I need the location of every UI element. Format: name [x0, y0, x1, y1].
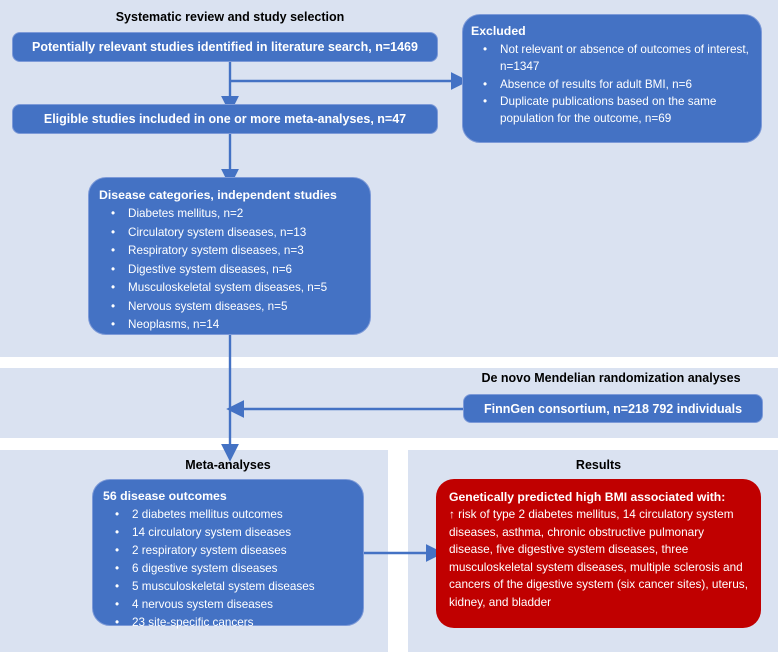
box-disease-outcomes: [92, 479, 364, 629]
list-item: • 23 site-specific cancers: [103, 614, 353, 632]
box-identified-studies-label: Potentially relevant studies identified in literature search, n=1469: [32, 40, 418, 54]
list-item: • 2 respiratory system diseases: [103, 542, 353, 560]
disease-categories-list: [99, 205, 360, 335]
box-disease-categories: [88, 177, 371, 335]
list-item: • 14 circulatory system diseases: [103, 524, 353, 542]
box-finngen-label: FinnGen consortium, n=218 792 individuals: [483, 401, 743, 416]
list-item: • Diabetes mellitus, n=2: [99, 205, 360, 224]
list-item: • Not relevant or absence of outcomes of interest, n=1347: [471, 41, 753, 76]
list-item: • Nervous system diseases, n=5: [99, 298, 360, 317]
list-item: • Duplicate publications based on the same population for the outcome, n=69: [471, 93, 753, 128]
box-eligible-studies-label: Eligible studies included in one or more meta-analyses, n=47: [43, 112, 407, 126]
list-item: • Neoplasms, n=14: [99, 316, 360, 335]
box-excluded: [462, 14, 762, 143]
box-excluded-title: Excluded: [471, 24, 526, 38]
box-finngen: [463, 394, 763, 423]
list-item: • 6 digestive system diseases: [103, 560, 353, 578]
list-item: • 5 musculoskeletal system diseases: [103, 578, 353, 596]
box-disease-outcomes-title: 56 disease outcomes: [103, 489, 227, 503]
box-results-title: Genetically predicted high BMI associated with:: [449, 490, 726, 504]
list-item: • 4 nervous system diseases: [103, 596, 353, 614]
list-item: • Respiratory system diseases, n=3: [99, 242, 360, 261]
box-results-body: ↑ risk of type 2 diabetes mellitus, 14 circulatory system diseases, asthma, chronic obstructive pulmonary disease, five digestive system diseases, three musculoskeletal system diseases, multiple sclerosis and cancers of the digestive system (six cancer sites), uterus, kidney, and bladder: [449, 507, 748, 609]
list-item: • Absence of results for adult BMI, n=6: [471, 76, 753, 93]
box-eligible-studies: [12, 104, 438, 134]
list-item: • Circulatory system diseases, n=13: [99, 224, 360, 243]
section-title-mendelian: De novo Mendelian randomization analyses: [481, 371, 741, 385]
section-title-results: Results: [575, 458, 622, 472]
box-results: [436, 479, 761, 628]
section-title-systematic-review: Systematic review and study selection: [115, 10, 345, 24]
box-disease-categories-title: Disease categories, independent studies: [99, 188, 337, 202]
disease-outcomes-list: [103, 506, 353, 632]
list-item: • 2 diabetes mellitus outcomes: [103, 506, 353, 524]
section-title-meta-analyses: Meta-analyses: [185, 458, 271, 472]
box-identified-studies: [12, 32, 438, 62]
list-item: • Musculoskeletal system diseases, n=5: [99, 279, 360, 298]
excluded-list: [471, 41, 753, 127]
list-item: • Digestive system diseases, n=6: [99, 261, 360, 280]
